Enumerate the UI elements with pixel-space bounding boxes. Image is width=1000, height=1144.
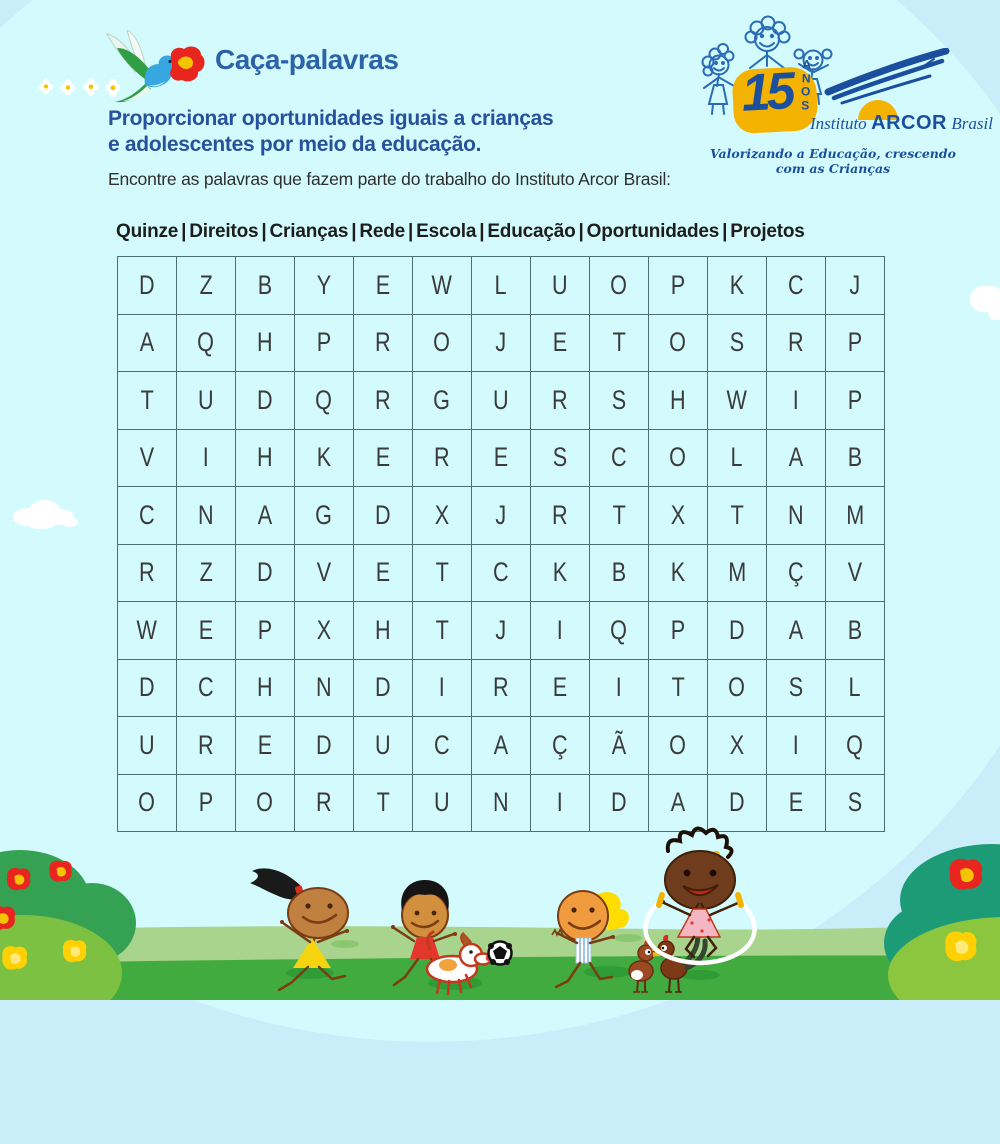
grid-cell[interactable]	[708, 430, 767, 488]
cell-letter: S	[552, 442, 568, 473]
cell-letter: O	[669, 729, 687, 760]
cell-letter: R	[198, 729, 214, 760]
grid-cell[interactable]	[354, 430, 413, 488]
cell-letter: I	[792, 384, 799, 415]
grid-cell[interactable]	[472, 602, 531, 660]
grid-cell[interactable]	[531, 717, 590, 775]
cell-letter: D	[729, 787, 745, 818]
cell-letter: T	[376, 787, 390, 818]
grid-cell[interactable]	[177, 257, 236, 315]
grid-cell[interactable]	[708, 487, 767, 545]
word-item: Direitos	[189, 221, 259, 242]
grid-cell[interactable]	[236, 315, 295, 373]
grid-cell[interactable]	[295, 545, 354, 603]
grid-cell[interactable]	[236, 257, 295, 315]
cell-letter: S	[729, 327, 745, 358]
years-number: 15	[740, 62, 793, 123]
grid-cell[interactable]	[295, 660, 354, 718]
cell-letter: X	[434, 499, 450, 530]
institution-brand: ARCOR	[871, 112, 947, 134]
grid-cell[interactable]	[413, 545, 472, 603]
right-bush	[884, 844, 1000, 1000]
grid-cell[interactable]	[531, 315, 590, 373]
cell-letter: I	[556, 614, 563, 645]
cell-letter: I	[438, 672, 445, 703]
grid-cell[interactable]	[354, 487, 413, 545]
grid-cell[interactable]	[472, 257, 531, 315]
cell-letter: R	[552, 384, 568, 415]
grid-cell[interactable]	[295, 487, 354, 545]
grid-cell[interactable]	[354, 717, 413, 775]
cell-letter: R	[493, 672, 509, 703]
cell-letter: C	[139, 499, 155, 530]
cell-letter: L	[730, 442, 744, 473]
grid-cell[interactable]	[649, 775, 708, 833]
cell-letter: T	[435, 557, 449, 588]
grid-cell[interactable]	[531, 372, 590, 430]
word-item: Quinze	[116, 221, 179, 242]
grid-cell[interactable]	[708, 315, 767, 373]
cell-letter: O	[138, 787, 156, 818]
grid-cell[interactable]	[531, 487, 590, 545]
grid-cell[interactable]	[826, 487, 885, 545]
cell-letter: A	[670, 787, 686, 818]
grid-cell[interactable]	[413, 660, 472, 718]
grid-cell[interactable]	[236, 602, 295, 660]
cloud-left	[8, 495, 80, 535]
cell-letter: O	[610, 269, 628, 300]
grid-cell[interactable]	[708, 717, 767, 775]
institution-suffix: Brasil	[951, 114, 993, 133]
cell-letter: C	[198, 672, 214, 703]
cell-letter: I	[556, 787, 563, 818]
word-separator: |	[722, 221, 728, 242]
grid-cell[interactable]	[708, 545, 767, 603]
grid-cell[interactable]	[177, 487, 236, 545]
grid-cell[interactable]	[177, 315, 236, 373]
grid-cell[interactable]	[649, 602, 708, 660]
cell-letter: Y	[316, 269, 332, 300]
cell-letter: E	[788, 787, 804, 818]
word-list	[116, 221, 805, 243]
cell-letter: Q	[846, 729, 864, 760]
grid-cell[interactable]	[649, 487, 708, 545]
grid-cell[interactable]	[354, 660, 413, 718]
playground-scene	[0, 825, 1000, 1000]
grid-cell[interactable]	[236, 372, 295, 430]
cell-letter: N	[493, 787, 509, 818]
grid-cell[interactable]	[708, 372, 767, 430]
cell-letter: N	[788, 499, 804, 530]
cell-letter: B	[611, 557, 627, 588]
grid-cell[interactable]	[118, 717, 177, 775]
grid-cell[interactable]	[767, 545, 826, 603]
cell-letter: X	[670, 499, 686, 530]
institution-prefix: Instituto	[810, 114, 867, 133]
grid-cell[interactable]	[236, 545, 295, 603]
cell-letter: Ç	[788, 557, 804, 588]
word-item: Projetos	[730, 221, 805, 242]
grid-cell[interactable]	[472, 660, 531, 718]
grid-cell[interactable]	[590, 315, 649, 373]
cell-letter: T	[730, 499, 744, 530]
cell-letter: G	[433, 384, 451, 415]
cell-letter: O	[728, 672, 746, 703]
word-separator: |	[351, 221, 357, 242]
cell-letter: E	[198, 614, 214, 645]
cell-letter: Q	[610, 614, 628, 645]
cell-letter: H	[257, 327, 273, 358]
cell-letter: C	[788, 269, 804, 300]
cell-letter: E	[552, 327, 568, 358]
cell-letter: X	[729, 729, 745, 760]
cell-letter: T	[435, 614, 449, 645]
cell-letter: D	[139, 269, 155, 300]
cell-letter: D	[316, 729, 332, 760]
grid-cell[interactable]	[826, 257, 885, 315]
cell-letter: D	[375, 672, 391, 703]
cell-letter: B	[847, 442, 863, 473]
cell-letter: T	[140, 384, 154, 415]
cell-letter: P	[198, 787, 214, 818]
grid-cell[interactable]	[472, 775, 531, 833]
grid-cell[interactable]	[767, 430, 826, 488]
cell-letter: Q	[315, 384, 333, 415]
cell-letter: H	[257, 442, 273, 473]
word-item: Escola	[416, 221, 477, 242]
grid-cell[interactable]	[413, 602, 472, 660]
cell-letter: O	[433, 327, 451, 358]
grid-cell[interactable]	[590, 372, 649, 430]
left-bush	[0, 850, 136, 1000]
cell-letter: U	[434, 787, 450, 818]
grid-cell[interactable]	[118, 430, 177, 488]
grid-cell[interactable]	[413, 430, 472, 488]
cell-letter: O	[669, 327, 687, 358]
grid-cell[interactable]	[472, 315, 531, 373]
grid-cell[interactable]	[590, 660, 649, 718]
grid-cell[interactable]	[118, 257, 177, 315]
grid-cell[interactable]	[531, 545, 590, 603]
grid-cell[interactable]	[413, 257, 472, 315]
grid-cell[interactable]	[413, 487, 472, 545]
grid-cell[interactable]	[590, 545, 649, 603]
years-word-vertical: A N O S	[800, 57, 811, 113]
cell-letter: A	[139, 327, 155, 358]
grid-cell[interactable]	[177, 372, 236, 430]
cell-letter: R	[316, 787, 332, 818]
cell-letter: V	[316, 557, 332, 588]
word-separator: |	[479, 221, 485, 242]
grid-cell[interactable]	[649, 660, 708, 718]
cell-letter: S	[611, 384, 627, 415]
cell-letter: R	[375, 384, 391, 415]
word-item: Crianças	[269, 221, 349, 242]
cell-letter: R	[788, 327, 804, 358]
cell-letter: E	[375, 269, 391, 300]
grid-cell[interactable]	[649, 430, 708, 488]
grid-cell[interactable]	[590, 257, 649, 315]
grid-cell[interactable]	[531, 257, 590, 315]
grid-cell[interactable]	[649, 315, 708, 373]
grid-cell[interactable]	[118, 602, 177, 660]
grid-cell[interactable]	[826, 602, 885, 660]
cell-letter: T	[612, 499, 626, 530]
cell-letter: V	[139, 442, 155, 473]
grid-cell[interactable]	[531, 430, 590, 488]
grid-cell[interactable]	[177, 775, 236, 833]
cell-letter: J	[849, 269, 861, 300]
grid-cell[interactable]	[413, 315, 472, 373]
grid-cell[interactable]	[649, 545, 708, 603]
puzzle-instruction: Encontre as palavras que fazem parte do trabalho do Instituto Arcor Brasil:	[108, 169, 671, 189]
cell-letter: E	[493, 442, 509, 473]
grid-cell[interactable]	[118, 545, 177, 603]
cell-letter: X	[316, 614, 332, 645]
grid-cell[interactable]	[649, 257, 708, 315]
grid-cell[interactable]	[236, 660, 295, 718]
grid-cell[interactable]	[177, 545, 236, 603]
grid-cell[interactable]	[177, 717, 236, 775]
grid-cell[interactable]	[826, 372, 885, 430]
grid-cell[interactable]	[354, 545, 413, 603]
grid-cell[interactable]	[118, 487, 177, 545]
grid-cell[interactable]	[118, 775, 177, 833]
cell-letter: S	[788, 672, 804, 703]
grid-cell[interactable]	[295, 717, 354, 775]
word-item: Oportunidades	[586, 221, 720, 242]
cell-letter: J	[495, 499, 507, 530]
cell-letter: D	[611, 787, 627, 818]
cell-letter: C	[434, 729, 450, 760]
grid-cell[interactable]	[354, 775, 413, 833]
cell-letter: S	[847, 787, 863, 818]
cell-letter: U	[198, 384, 214, 415]
grid-cell[interactable]	[767, 372, 826, 430]
cell-letter: P	[670, 614, 686, 645]
grid-cell[interactable]	[708, 257, 767, 315]
grid-cell[interactable]	[354, 602, 413, 660]
grid-cell[interactable]	[826, 545, 885, 603]
grid-cell[interactable]	[767, 257, 826, 315]
grid-cell[interactable]	[472, 545, 531, 603]
grid-cell[interactable]	[708, 660, 767, 718]
cell-letter: Z	[199, 557, 213, 588]
grid-cell[interactable]	[826, 660, 885, 718]
cell-letter: T	[671, 672, 685, 703]
word-separator: |	[408, 221, 414, 242]
cell-letter: L	[494, 269, 508, 300]
cell-letter: K	[729, 269, 745, 300]
cell-letter: K	[552, 557, 568, 588]
word-item: Rede	[359, 221, 405, 242]
grid-cell[interactable]	[354, 257, 413, 315]
grid-cell[interactable]	[118, 315, 177, 373]
grid-cell[interactable]	[295, 430, 354, 488]
grid-cell[interactable]	[708, 602, 767, 660]
grid-cell[interactable]	[472, 487, 531, 545]
grid-cell[interactable]	[236, 430, 295, 488]
grid-cell[interactable]	[177, 430, 236, 488]
grid-cell[interactable]	[826, 775, 885, 833]
grid-cell[interactable]	[767, 602, 826, 660]
cell-letter: H	[257, 672, 273, 703]
grid-cell[interactable]	[118, 372, 177, 430]
grid-cell[interactable]	[413, 717, 472, 775]
grid-cell[interactable]	[413, 775, 472, 833]
flower-icon	[165, 45, 207, 87]
cell-letter: D	[139, 672, 155, 703]
cell-letter: N	[316, 672, 332, 703]
word-separator: |	[261, 221, 267, 242]
cell-letter: Z	[199, 269, 213, 300]
grid-cell[interactable]	[531, 660, 590, 718]
grid-cell[interactable]	[767, 717, 826, 775]
grid-cell[interactable]	[826, 430, 885, 488]
page-title: Caça-palavras	[215, 44, 399, 75]
grid-cell[interactable]	[590, 487, 649, 545]
cell-letter: D	[257, 384, 273, 415]
word-separator: |	[578, 221, 584, 242]
fifteen-years-badge	[731, 57, 818, 134]
cell-letter: A	[788, 442, 804, 473]
cell-letter: U	[493, 384, 509, 415]
grid-cell[interactable]	[295, 602, 354, 660]
cell-letter: A	[257, 499, 273, 530]
cell-letter: E	[257, 729, 273, 760]
cell-letter: C	[611, 442, 627, 473]
cell-letter: D	[257, 557, 273, 588]
grid-cell[interactable]	[354, 315, 413, 373]
cell-letter: B	[847, 614, 863, 645]
cell-letter: E	[375, 442, 391, 473]
cell-letter: A	[788, 614, 804, 645]
grid-cell[interactable]	[649, 717, 708, 775]
cell-letter: P	[847, 327, 863, 358]
grid-cell[interactable]	[767, 487, 826, 545]
grid-cell[interactable]	[826, 315, 885, 373]
word-grid	[117, 256, 885, 832]
cell-letter: R	[552, 499, 568, 530]
cell-letter: H	[375, 614, 391, 645]
grid-cell[interactable]	[472, 430, 531, 488]
cell-letter: G	[315, 499, 333, 530]
cell-letter: K	[670, 557, 686, 588]
cell-letter: D	[375, 499, 391, 530]
grid-cell[interactable]	[118, 660, 177, 718]
cell-letter: B	[257, 269, 273, 300]
cell-letter: A	[493, 729, 509, 760]
cell-letter: I	[202, 442, 209, 473]
cell-letter: K	[316, 442, 332, 473]
cell-letter: W	[136, 614, 158, 645]
mission-line2: e adolescentes por meio da educação.	[108, 133, 482, 156]
cell-letter: H	[670, 384, 686, 415]
cell-letter: W	[431, 269, 453, 300]
grid-cell[interactable]	[177, 660, 236, 718]
grid-cell[interactable]	[590, 717, 649, 775]
grid-cell[interactable]	[295, 315, 354, 373]
cell-letter: C	[493, 557, 509, 588]
grid-cell[interactable]	[354, 372, 413, 430]
grid-cell[interactable]	[826, 717, 885, 775]
grid-cell[interactable]	[531, 775, 590, 833]
cell-letter: U	[552, 269, 568, 300]
cell-letter: Q	[197, 327, 215, 358]
grid-cell[interactable]	[472, 717, 531, 775]
cell-letter: R	[139, 557, 155, 588]
cell-letter: L	[848, 672, 862, 703]
cell-letter: P	[670, 269, 686, 300]
grid-cell[interactable]	[295, 372, 354, 430]
grid-cell[interactable]	[531, 602, 590, 660]
grid-cell[interactable]	[590, 430, 649, 488]
grid-cell[interactable]	[590, 602, 649, 660]
cell-letter: J	[495, 614, 507, 645]
grid-cell[interactable]	[590, 775, 649, 833]
grid-cell[interactable]	[295, 775, 354, 833]
grid-cell[interactable]	[472, 372, 531, 430]
cell-letter: I	[615, 672, 622, 703]
cell-letter: W	[726, 384, 748, 415]
cell-letter: I	[792, 729, 799, 760]
word-separator: |	[181, 221, 187, 242]
cell-letter: U	[139, 729, 155, 760]
grid-cell[interactable]	[767, 660, 826, 718]
mission-statement	[108, 106, 553, 158]
word-item: Educação	[487, 221, 576, 242]
cell-letter: Ç	[552, 729, 568, 760]
cell-letter: D	[729, 614, 745, 645]
cloud-right	[962, 282, 1000, 324]
cell-letter: N	[198, 499, 214, 530]
institution-name	[810, 112, 993, 135]
cell-letter: Ã	[611, 729, 627, 760]
cell-letter: M	[728, 557, 746, 588]
cell-letter: E	[375, 557, 391, 588]
cell-letter: P	[316, 327, 332, 358]
cell-letter: P	[847, 384, 863, 415]
cell-letter: O	[256, 787, 274, 818]
cell-letter: O	[669, 442, 687, 473]
grid-cell[interactable]	[295, 257, 354, 315]
grid-cell[interactable]	[236, 775, 295, 833]
mission-line1: Proporcionar oportunidades iguais a crianças	[108, 107, 554, 130]
soccer-ball	[488, 942, 512, 966]
grid-cell[interactable]	[708, 775, 767, 833]
cell-letter: P	[257, 614, 273, 645]
grid-cell[interactable]	[767, 775, 826, 833]
cell-letter: R	[375, 327, 391, 358]
grid-cell[interactable]	[236, 717, 295, 775]
cell-letter: J	[495, 327, 507, 358]
cell-letter: U	[375, 729, 391, 760]
grid-cell[interactable]	[649, 372, 708, 430]
grid-cell[interactable]	[236, 487, 295, 545]
cell-letter: M	[846, 499, 864, 530]
grid-cell[interactable]	[413, 372, 472, 430]
cell-letter: R	[434, 442, 450, 473]
cell-letter: E	[552, 672, 568, 703]
logo-tagline: Valorizando a Educação, crescendo com as Crianças	[710, 146, 956, 176]
grid-cell[interactable]	[767, 315, 826, 373]
cell-letter: V	[847, 557, 863, 588]
cell-letter: T	[612, 327, 626, 358]
grid-cell[interactable]	[177, 602, 236, 660]
